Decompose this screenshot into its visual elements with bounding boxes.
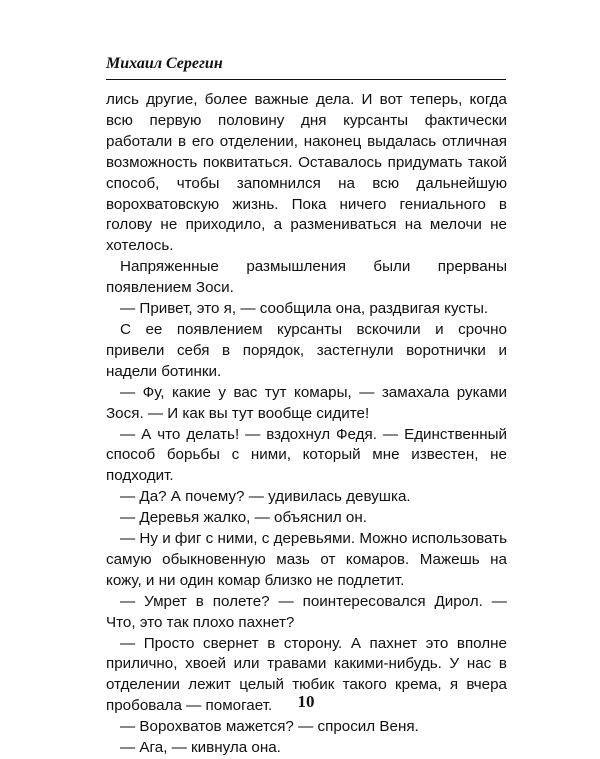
- paragraph: — А что делать! — вздохнул Федя. — Единственный способ борьбы с ними, который мне известен, не подходит.: [106, 425, 507, 485]
- paragraph: С ее появлением курсанты вскочили и срочно привели себя в порядок, застегнули воротнички и надели ботинки.: [106, 320, 507, 380]
- paragraph: — Да? А почему? — удивилась девушка.: [120, 488, 411, 506]
- body-text: [106, 90, 507, 759]
- paragraph: — Ну и фиг с ними, с деревьями. Можно использовать самую обыкновенную мазь от комаров. Мажешь на кожу, и ни один комар близко не подлетит.: [106, 530, 507, 589]
- paragraph: — Умрет в полете? — поинтересовался Дирол. — Что, это так плохо пахнет?: [106, 592, 507, 631]
- paragraph: — Просто свернет в сторону. А пахнет это вполне прилично, хвоей или травами какими-нибудь. У нас в отделении лежит целый тюбик такого крема, я вчера пробовала — помогает.: [106, 634, 507, 715]
- paragraph: Напряженные размышления были прерваны появлением Зоси.: [106, 258, 507, 297]
- paragraph: — Деревья жалко, — объяснил он.: [120, 509, 367, 527]
- author-name: Михаил Серегин: [106, 55, 223, 72]
- paragraph: — Привет, это я, — сообщила она, раздвигая кусты.: [120, 300, 489, 318]
- paragraph: лись другие, более важные дела. И вот теперь, когда всю первую половину дня курсанты фактически работали в его отделении, наконец выдалась отличная возможность поквитаться. Оставалось придумать такой способ, чтобы запомнился на всю дальнейшую ворохватовскую жизнь. Пока ничего гениального в голову не приходило, а размениваться на мелочи не хотелось.: [106, 91, 507, 255]
- header-rule: [106, 79, 506, 80]
- page-number: 10: [297, 692, 315, 711]
- running-header: [106, 54, 506, 80]
- paragraph: — Ага, — кивнула она.: [120, 739, 281, 757]
- paragraph: — Фу, какие у вас тут комары, — замахала руками Зося. — И как вы тут вообще сидите!: [106, 383, 507, 422]
- paragraph: — Ворохватов мажется? — спросил Веня.: [120, 718, 419, 736]
